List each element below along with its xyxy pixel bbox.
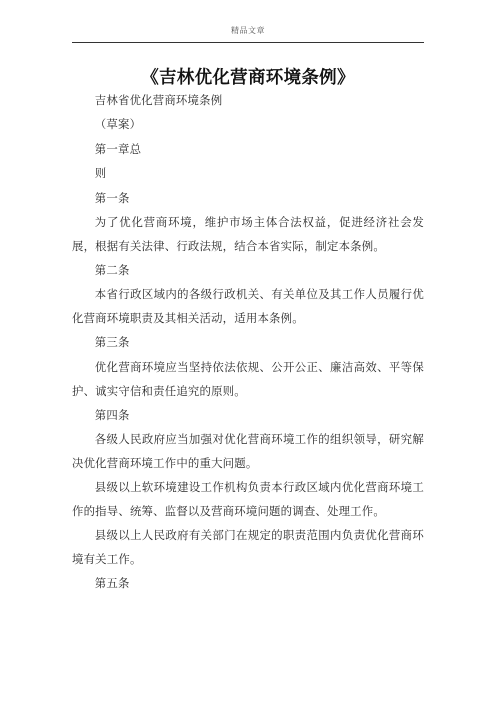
chapter-heading-continued: 则 (94, 166, 107, 181)
article-heading: 第三条 (94, 335, 130, 350)
document-title: 《吉林优化营商环境条例》 (141, 68, 355, 88)
header-divider (72, 42, 424, 43)
article-text: 为了优化营商环境，维护市场主体合法权益，促进经济社会发展，根据有关法律、行政法规，结合本省实际，制定本条例。 (72, 215, 424, 254)
chapter-heading: 第一章总 (94, 141, 142, 156)
article-heading: 第一条 (94, 190, 130, 205)
page-header (0, 0, 496, 46)
article-heading: 第二条 (94, 263, 130, 278)
draft-note: （草案） (94, 117, 142, 132)
article-heading: 第五条 (94, 576, 130, 591)
article-heading: 第四条 (94, 407, 130, 422)
document-body (72, 88, 424, 596)
article-text: 优化营商环境应当坚持依法依规、公开公正、廉洁高效、平等保护、诚实守信和责任追究的原则。 (72, 359, 424, 398)
subtitle-line: 吉林省优化营商环境条例 (94, 93, 223, 107)
header-label: 精品文章 (231, 26, 265, 35)
article-text: 本省行政区域内的各级行政机关、有关单位及其工作人员履行优化营商环境职责及其相关活动，适用本条例。 (72, 287, 424, 326)
article-text: 各级人民政府应当加强对优化营商环境工作的组织领导，研究解决优化营商环境工作中的重大问题。 (72, 432, 424, 471)
article-text: 县级以上软环境建设工作机构负责本行政区域内优化营商环境工作的指导、统筹、监督以及营商环境问题的调查、处理工作。 (72, 480, 424, 519)
article-text: 县级以上人民政府有关部门在规定的职责范围内负责优化营商环境有关工作。 (72, 528, 424, 567)
